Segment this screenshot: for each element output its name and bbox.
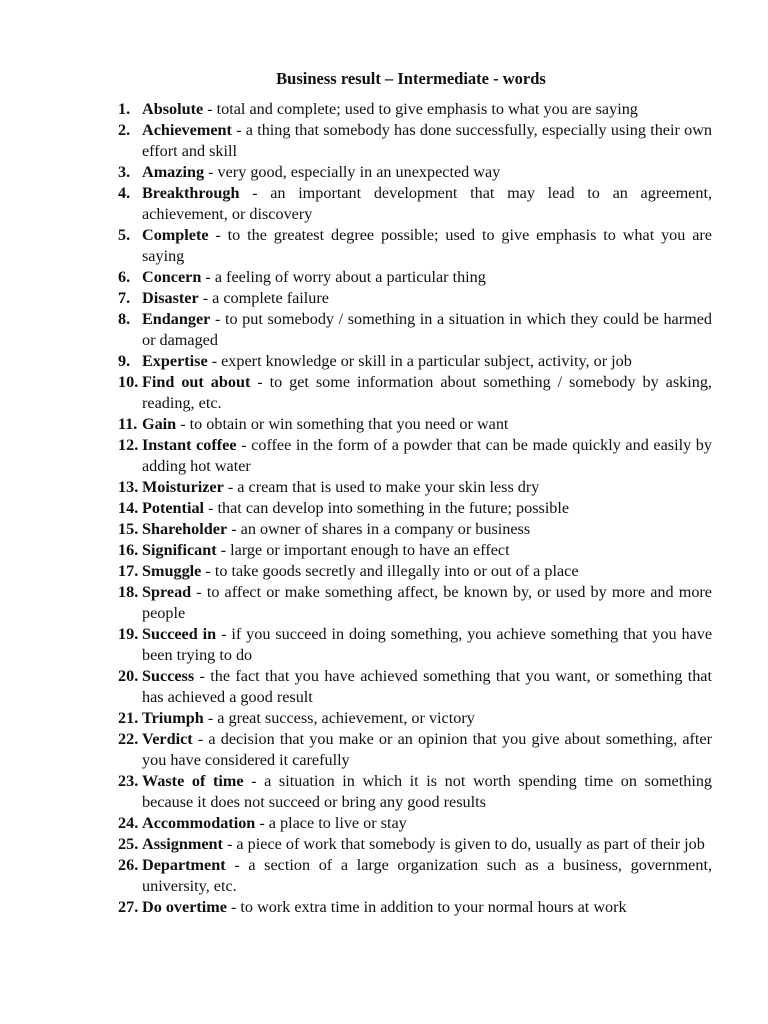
item-number: 9. <box>118 352 131 370</box>
item-number: 3. <box>118 163 131 181</box>
item-definition: - the fact that you have achieved something that you want, or something that has achieved a good result <box>142 667 712 706</box>
item-definition: - expert knowledge or skill in a particular subject, activity, or job <box>207 352 632 370</box>
list-item <box>118 267 712 288</box>
item-term: Instant coffee <box>142 436 237 454</box>
item-term: Achievement <box>142 121 232 139</box>
item-definition: - to affect or make something affect, be known by, or used by more and more people <box>142 583 712 622</box>
item-term: Endanger <box>142 310 211 328</box>
item-definition: - a feeling of worry about a particular thing <box>201 268 486 286</box>
item-term: Department <box>142 856 226 874</box>
list-item <box>118 183 712 225</box>
item-term: Spread <box>142 583 192 601</box>
document-title: Business result – Intermediate - words <box>276 69 546 88</box>
item-definition: - to obtain or win something that you need or want <box>176 415 509 433</box>
list-item <box>118 309 712 351</box>
item-number: 22. <box>118 730 139 748</box>
list-item <box>118 414 712 435</box>
item-definition: - large or important enough to have an effect <box>216 541 510 559</box>
item-definition: - an owner of shares in a company or business <box>227 520 531 538</box>
item-number: 10. <box>118 373 139 391</box>
vocabulary-list <box>118 99 712 918</box>
item-definition: - coffee in the form of a powder that can be made quickly and easily by adding hot water <box>142 436 712 475</box>
list-item <box>118 582 712 624</box>
item-number: 2. <box>118 121 131 139</box>
item-term: Absolute <box>142 100 204 118</box>
item-definition: - total and complete; used to give emphasis to what you are saying <box>203 100 638 118</box>
item-term: Do overtime <box>142 898 227 916</box>
item-definition: - to work extra time in addition to your normal hours at work <box>226 898 627 916</box>
item-number: 25. <box>118 835 139 853</box>
item-number: 20. <box>118 667 139 685</box>
list-item <box>118 897 712 918</box>
item-term: Expertise <box>142 352 208 370</box>
item-number: 7. <box>118 289 131 307</box>
item-number: 12. <box>118 436 139 454</box>
list-item <box>118 162 712 183</box>
item-definition: - a situation in which it is not worth spending time on something because it does not succeed or bring any good results <box>142 772 713 811</box>
item-number: 23. <box>118 772 139 790</box>
item-term: Complete <box>142 226 209 244</box>
item-definition: - to put somebody / something in a situation in which they could be harmed or damaged <box>142 310 712 349</box>
item-definition: - a decision that you make or an opinion that you give about something, after you have considered it carefully <box>142 730 712 769</box>
list-item <box>118 225 712 267</box>
item-term: Succeed in <box>142 625 217 643</box>
list-item <box>118 708 712 729</box>
item-number: 19. <box>118 625 139 643</box>
item-definition: - a cream that is used to make your skin less dry <box>223 478 540 496</box>
list-item <box>118 99 712 120</box>
item-definition: - an important development that may lead to an agreement, achievement, or discovery <box>142 184 712 223</box>
item-term: Potential <box>142 499 205 517</box>
item-term: Shareholder <box>142 520 228 538</box>
item-number: 8. <box>118 310 131 328</box>
item-number: 16. <box>118 541 139 559</box>
list-item <box>118 519 712 540</box>
list-item <box>118 855 712 897</box>
item-term: Waste of time <box>142 772 244 790</box>
item-definition: - a section of a large organization such as a business, government, university, etc. <box>142 856 712 895</box>
list-item <box>118 351 712 372</box>
item-number: 6. <box>118 268 131 286</box>
list-item <box>118 477 712 498</box>
item-number: 17. <box>118 562 139 580</box>
list-item <box>118 435 712 477</box>
list-item <box>118 624 712 666</box>
list-item <box>118 771 712 813</box>
list-item <box>118 666 712 708</box>
item-number: 14. <box>118 499 139 517</box>
item-term: Breakthrough <box>142 184 240 202</box>
item-definition: - to get some information about something / somebody by asking, reading, etc. <box>142 373 712 412</box>
item-definition: - that can develop into something in the future; possible <box>204 499 570 517</box>
item-term: Significant <box>142 541 217 559</box>
item-term: Find out about <box>142 373 251 391</box>
list-item <box>118 813 712 834</box>
item-number: 13. <box>118 478 139 496</box>
item-number: 21. <box>118 709 139 727</box>
item-term: Accommodation <box>142 814 256 832</box>
item-term: Moisturizer <box>142 478 224 496</box>
item-number: 1. <box>118 100 131 118</box>
item-term: Triumph <box>142 709 204 727</box>
list-item <box>118 288 712 309</box>
item-term: Gain <box>142 415 177 433</box>
item-definition: - very good, especially in an unexpected way <box>204 163 501 181</box>
list-item <box>118 729 712 771</box>
list-item <box>118 498 712 519</box>
item-definition: - a complete failure <box>198 289 329 307</box>
item-number: 11. <box>118 415 138 433</box>
list-item <box>118 561 712 582</box>
item-definition: - if you succeed in doing something, you achieve something that you have been trying to do <box>142 625 713 664</box>
item-definition: - to the greatest degree possible; used to give emphasis to what you are saying <box>142 226 712 265</box>
item-number: 5. <box>118 226 131 244</box>
list-item <box>118 372 712 414</box>
list-item <box>118 834 712 855</box>
list-item <box>118 120 712 162</box>
item-definition: - a thing that somebody has done successfully, especially using their own effort and skill <box>142 121 712 160</box>
item-definition: - a place to live or stay <box>255 814 407 832</box>
item-definition: - to take goods secretly and illegally into or out of a place <box>201 562 579 580</box>
item-term: Concern <box>142 268 202 286</box>
item-definition: - a piece of work that somebody is given to do, usually as part of their job <box>222 835 705 853</box>
item-term: Verdict <box>142 730 193 748</box>
item-number: 15. <box>118 520 139 538</box>
item-number: 24. <box>118 814 139 832</box>
item-number: 26. <box>118 856 139 874</box>
item-term: Amazing <box>142 163 205 181</box>
list-item <box>118 540 712 561</box>
item-number: 18. <box>118 583 139 601</box>
item-number: 4. <box>118 184 131 202</box>
item-term: Success <box>142 667 195 685</box>
item-term: Smuggle <box>142 562 202 580</box>
item-number: 27. <box>118 898 139 916</box>
item-definition: - a great success, achievement, or victory <box>203 709 475 727</box>
item-term: Disaster <box>142 289 199 307</box>
item-term: Assignment <box>142 835 223 853</box>
